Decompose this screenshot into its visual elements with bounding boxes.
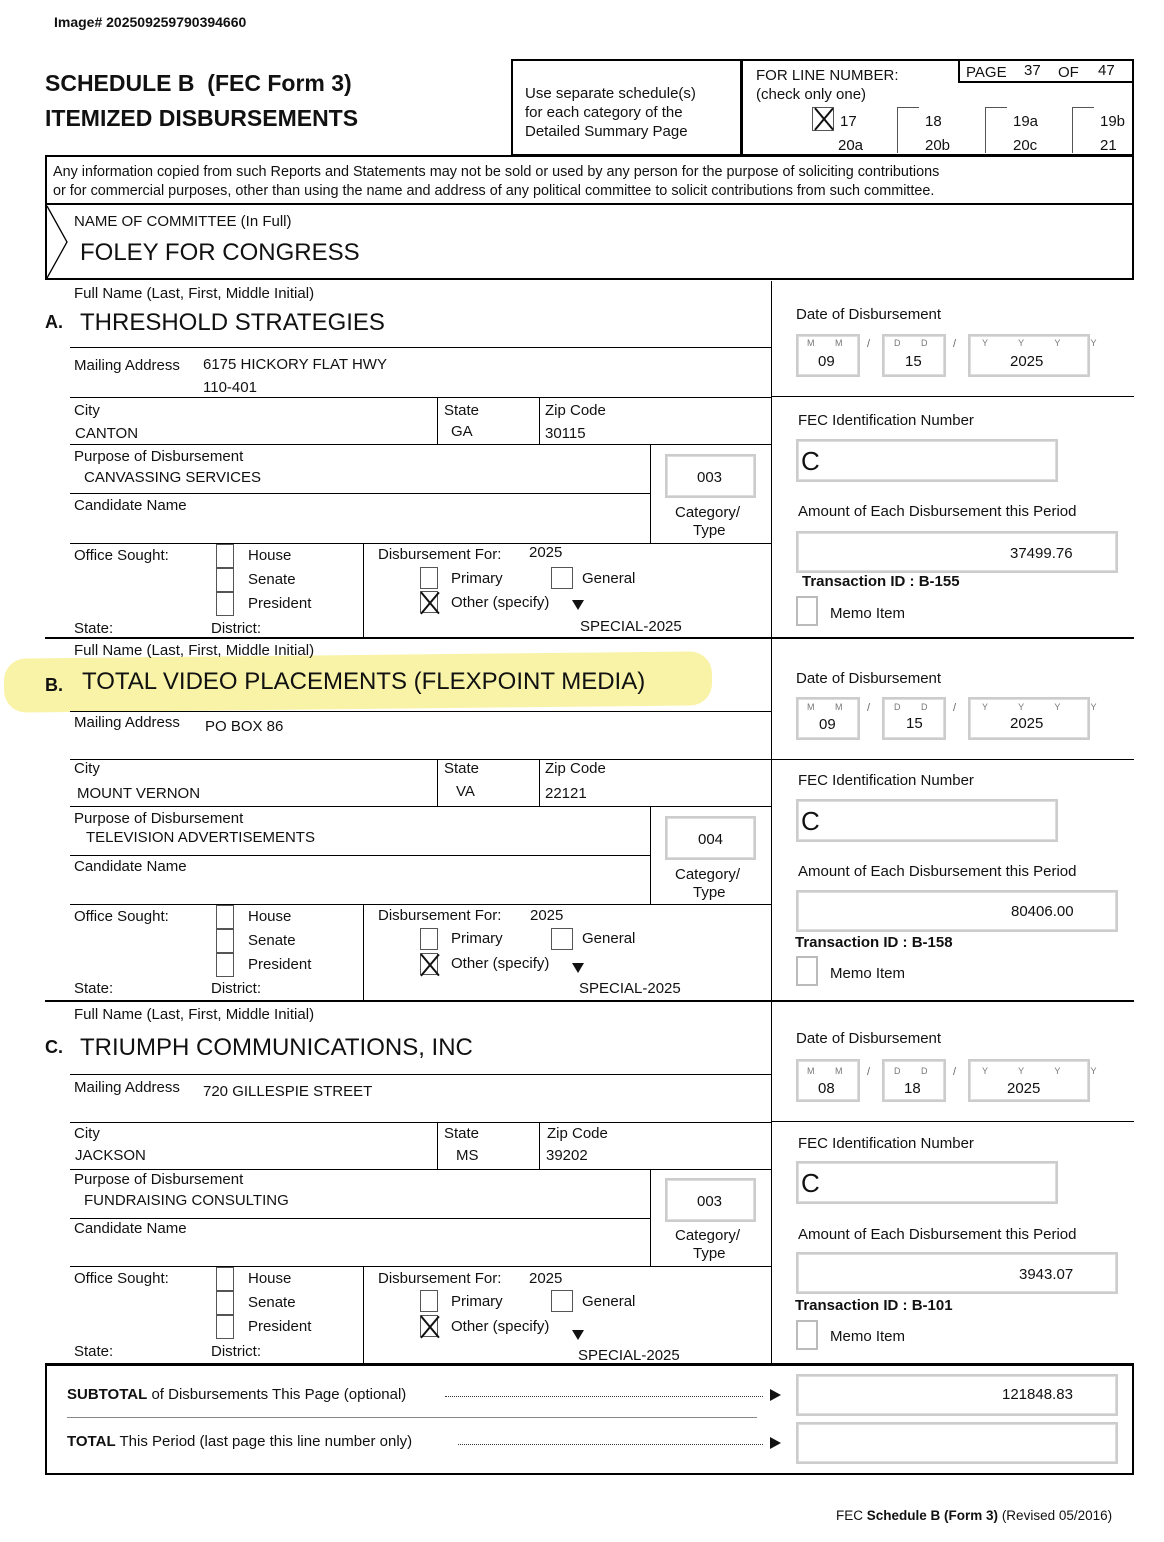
entry-a-other-specify: SPECIAL-2025	[580, 618, 682, 635]
entry-c-transaction: Transaction ID : B-101	[795, 1297, 953, 1314]
entry-c-address-line	[70, 1122, 771, 1123]
entry-c-office-label: Office Sought:	[74, 1270, 169, 1287]
committee-name: FOLEY FOR CONGRESS	[80, 239, 360, 266]
entry-c-other-arrow-icon	[572, 1330, 584, 1340]
entry-b-purpose-label: Purpose of Disbursement	[74, 810, 244, 827]
entry-b-house-label: House	[248, 908, 292, 925]
entry-b-other-label: Other (specify)	[451, 955, 550, 972]
entry-b-address-line	[70, 759, 771, 760]
entry-c-address-label: Mailing Address	[74, 1079, 180, 1096]
entry-b-date-yyyy: 2025	[1010, 715, 1044, 732]
entry-b-other-checkbox[interactable]	[420, 953, 438, 975]
entry-c-candidate-line	[70, 1266, 771, 1267]
entry-b-general-checkbox[interactable]	[551, 928, 573, 950]
entry-c-senate-label: Senate	[248, 1294, 296, 1311]
entry-a-date-line	[771, 396, 1134, 397]
entry-a-memo-label: Memo Item	[830, 605, 906, 622]
entry-c-category-divider	[650, 1169, 651, 1267]
entry-c-district-label: District:	[211, 1343, 261, 1360]
line-21-label: 21	[1100, 137, 1117, 154]
entry-a-office-label: Office Sought:	[74, 547, 169, 564]
entry-c-fec-label: FEC Identification Number	[798, 1135, 974, 1152]
entry-b-date-slash-2: /	[953, 702, 957, 714]
entry-c-house-checkbox[interactable]	[216, 1267, 234, 1291]
check-only-one: (check only one)	[756, 86, 867, 103]
entry-c-mm-hint: M M	[807, 1066, 852, 1076]
entry-b-amount: 80406.00	[1011, 903, 1074, 920]
entry-a-address-line2: 110-401	[203, 379, 257, 396]
entry-a-date-slash-2: /	[953, 338, 957, 350]
entry-b-other-specify: SPECIAL-2025	[579, 980, 681, 997]
entry-b-fec-label: FEC Identification Number	[798, 772, 974, 789]
entry-b-office-label: Office Sought:	[74, 908, 169, 925]
entry-a-memo-checkbox[interactable]	[796, 596, 818, 626]
entry-a-other-checkbox[interactable]	[420, 591, 438, 613]
total-box	[796, 1422, 1118, 1464]
entry-c-date-mm: 08	[818, 1080, 835, 1097]
entry-a-dd-hint: D D	[894, 338, 937, 348]
entry-a-primary-label: Primary	[451, 570, 503, 587]
entry-a-district-label: District:	[211, 620, 261, 637]
entry-b-dd-hint: D D	[894, 702, 937, 712]
entry-b-state-sought-label: State:	[74, 980, 114, 997]
entry-c-date-line	[771, 1121, 1134, 1122]
entry-b-house-checkbox[interactable]	[216, 905, 234, 929]
entry-b-date-line	[771, 759, 1134, 760]
entry-b-city-label: City	[74, 760, 100, 777]
line-19a-checkbox[interactable]	[985, 107, 1007, 153]
entry-b-memo-label: Memo Item	[830, 965, 906, 982]
entry-c-date-yyyy: 2025	[1007, 1080, 1041, 1097]
line-20b-label: 20b	[925, 137, 951, 154]
entry-c-senate-checkbox[interactable]	[216, 1291, 234, 1315]
entry-c-candidate-label: Candidate Name	[74, 1220, 187, 1237]
entry-a-office-divider	[363, 543, 364, 637]
form-footer: FEC Schedule B (Form 3) (Revised 05/2016)	[836, 1508, 1113, 1523]
entry-a-city: CANTON	[75, 425, 139, 442]
entry-a-mm-hint: M M	[807, 338, 852, 348]
entry-a-purpose-line	[70, 493, 650, 494]
entry-c-dd-hint: D D	[894, 1066, 937, 1076]
entry-c-city-divider	[437, 1122, 438, 1169]
entry-b-state-label: State	[444, 760, 480, 777]
entry-a-fec-box	[796, 439, 1058, 482]
entry-a-category-label: Category/	[675, 504, 741, 521]
entry-a-purpose: CANVASSING SERVICES	[84, 469, 261, 486]
notice-divider	[45, 203, 1134, 205]
entry-a-general-checkbox[interactable]	[551, 567, 573, 589]
entry-b-mm-hint: M M	[807, 702, 852, 712]
entry-a-city-label: City	[74, 402, 100, 419]
entry-c-year: 2025	[529, 1270, 563, 1287]
right-column-divider	[771, 281, 772, 1364]
entry-a-candidate-label: Candidate Name	[74, 497, 187, 514]
line-17-checkbox[interactable]	[812, 107, 834, 131]
line-number-label: FOR LINE NUMBER:	[756, 67, 899, 84]
entry-a-house-checkbox[interactable]	[216, 544, 234, 568]
section-divider-bc	[45, 1000, 1134, 1002]
page-total: 47	[1098, 62, 1115, 79]
line-19b-label: 19b	[1100, 113, 1126, 130]
entry-c-purpose: FUNDRAISING CONSULTING	[84, 1192, 289, 1209]
entry-b-primary-checkbox[interactable]	[420, 928, 438, 950]
entry-a-candidate-line	[70, 543, 771, 544]
entry-c-yyyy-hint: Y Y Y Y	[982, 1066, 1111, 1076]
entry-b-memo-checkbox[interactable]	[796, 956, 818, 986]
instructions-text: Use separate schedule(s) for each category of the Detailed Summary Page	[525, 85, 696, 140]
entry-c-disb-for-label: Disbursement For:	[378, 1270, 502, 1287]
schedule-subtitle: ITEMIZED DISBURSEMENTS	[45, 105, 359, 131]
page-current: 37	[1024, 62, 1041, 79]
entry-b-state: VA	[456, 783, 475, 800]
entry-a-fec-label: FEC Identification Number	[798, 412, 974, 429]
total-label: TOTAL This Period (last page this line number only)	[67, 1433, 413, 1450]
line-19b-checkbox[interactable]	[1072, 107, 1094, 153]
entry-b-general-label: General	[582, 930, 636, 947]
entry-a-house-label: House	[248, 547, 292, 564]
entry-b-president-checkbox[interactable]	[216, 953, 234, 977]
total-leader	[458, 1444, 763, 1445]
entry-c-type-label: Type	[693, 1245, 726, 1262]
entry-a-president-label: President	[248, 595, 312, 612]
entry-b-address-label: Mailing Address	[74, 714, 180, 731]
entry-a-zip: 30115	[545, 425, 586, 442]
entry-b-amount-label: Amount of Each Disbursement this Period	[798, 863, 1077, 880]
entry-b-category-divider	[650, 806, 651, 904]
entry-c-fec-prefix: C	[801, 1168, 820, 1198]
entry-b-disb-for-label: Disbursement For:	[378, 907, 502, 924]
entry-c-city-line	[70, 1169, 771, 1170]
line-18-label: 18	[925, 113, 942, 130]
entry-a-date-slash-1: /	[867, 338, 871, 350]
entry-b-date-mm: 09	[819, 716, 836, 733]
entry-c-other-label: Other (specify)	[451, 1318, 550, 1335]
entry-c-name-label: Full Name (Last, First, Middle Initial)	[74, 1006, 315, 1023]
entry-a-city-line	[70, 444, 771, 445]
entry-b-yyyy-hint: Y Y Y Y	[982, 702, 1111, 712]
entry-a-letter: A.	[45, 312, 63, 332]
entry-c-date-dd: 18	[904, 1080, 921, 1097]
entry-a-type-label: Type	[693, 522, 726, 539]
entry-c-memo-label: Memo Item	[830, 1328, 906, 1345]
committee-label: NAME OF COMMITTEE (In Full)	[74, 213, 292, 230]
entry-a-name-label: Full Name (Last, First, Middle Initial)	[74, 285, 315, 302]
entry-a-name-line	[70, 347, 771, 348]
notice-line-2: or for commercial purposes, other than using the name and address of any political committee to solicit contributions from such committee.	[53, 183, 935, 199]
entry-c-memo-checkbox[interactable]	[796, 1320, 818, 1350]
entry-c-house-label: House	[248, 1270, 292, 1287]
entry-a-amount: 37499.76	[1010, 545, 1073, 562]
entry-c-zip: 39202	[546, 1147, 588, 1164]
entry-b-date-label: Date of Disbursement	[796, 670, 942, 687]
schedule-title: SCHEDULE B (FEC Form 3)	[45, 70, 352, 96]
entry-c-letter: C.	[45, 1037, 63, 1057]
entry-b-name-line	[70, 711, 771, 712]
entry-c-office-divider	[363, 1266, 364, 1363]
entry-c-zip-label: Zip Code	[547, 1125, 608, 1142]
entry-c-primary-label: Primary	[451, 1293, 503, 1310]
entry-b-senate-label: Senate	[248, 932, 296, 949]
entry-a-state: GA	[451, 423, 473, 440]
subtotal-amount: 121848.83	[1002, 1386, 1073, 1403]
entry-a-date-mm: 09	[818, 353, 835, 370]
entry-a-category: 003	[697, 469, 723, 486]
of-label: OF	[1058, 64, 1079, 81]
entry-b-city-line	[70, 806, 771, 807]
entry-b-candidate-line	[70, 904, 771, 905]
entry-a-category-divider	[650, 444, 651, 544]
entry-b-date-dd: 15	[906, 715, 923, 732]
entry-a-state-divider	[539, 397, 540, 444]
entry-c-state: MS	[456, 1147, 479, 1164]
entry-b-name-label: Full Name (Last, First, Middle Initial)	[74, 642, 315, 659]
entry-c-general-label: General	[582, 1293, 636, 1310]
entry-b-category: 004	[698, 831, 724, 848]
entry-c-president-label: President	[248, 1318, 312, 1335]
entry-b-letter: B.	[45, 675, 63, 695]
total-arrow-icon	[770, 1437, 781, 1449]
entry-c-category-label: Category/	[675, 1227, 741, 1244]
entry-b-office-divider	[363, 904, 364, 1000]
entry-a-transaction: Transaction ID : B-155	[802, 573, 960, 590]
entry-b-city-divider	[437, 759, 438, 806]
entry-b-type-label: Type	[693, 884, 726, 901]
entry-c-amount: 3943.07	[1019, 1266, 1074, 1283]
entry-a-yyyy-hint: Y Y Y Y	[982, 338, 1111, 348]
entry-c-date-label: Date of Disbursement	[796, 1030, 942, 1047]
subtotal-arrow-icon	[770, 1389, 781, 1401]
entry-c-date-slash-2: /	[953, 1066, 957, 1078]
entry-c-state-divider	[539, 1122, 540, 1169]
entry-c-amount-label: Amount of Each Disbursement this Period	[798, 1226, 1077, 1243]
entry-a-payee-name: THRESHOLD STRATEGIES	[80, 309, 385, 336]
entry-a-date-dd: 15	[905, 353, 922, 370]
entry-b-zip-label: Zip Code	[545, 760, 606, 777]
notice-line-1: Any information copied from such Reports and Statements may not be sold or used by any person for the purpose of soliciting contributions	[53, 164, 940, 180]
entry-b-primary-label: Primary	[451, 930, 503, 947]
entry-a-purpose-label: Purpose of Disbursement	[74, 448, 244, 465]
entry-a-address-line	[70, 397, 771, 398]
entry-b-senate-checkbox[interactable]	[216, 929, 234, 953]
committee-arrow-icon	[45, 204, 71, 280]
entry-c-category: 003	[697, 1193, 723, 1210]
entry-a-disb-for-label: Disbursement For:	[378, 546, 502, 563]
entry-c-address-line1: 720 GILLESPIE STREET	[203, 1083, 373, 1100]
entry-c-date-slash-1: /	[867, 1066, 871, 1078]
entry-a-primary-checkbox[interactable]	[420, 567, 438, 589]
entry-a-president-checkbox[interactable]	[216, 592, 234, 616]
line-20a-label: 20a	[838, 137, 864, 154]
entry-c-purpose-label: Purpose of Disbursement	[74, 1171, 244, 1188]
entry-a-city-divider	[437, 397, 438, 444]
entry-c-purpose-line	[70, 1218, 650, 1219]
entry-b-purpose-line	[70, 855, 650, 856]
entry-a-other-label: Other (specify)	[451, 594, 550, 611]
entry-b-year: 2025	[530, 907, 564, 924]
entry-c-state-label: State	[444, 1125, 480, 1142]
subtotal-label: SUBTOTAL of Disbursements This Page (optional)	[67, 1386, 407, 1403]
entry-a-address-label: Mailing Address	[74, 357, 180, 374]
entry-a-fec-prefix: C	[801, 446, 820, 476]
entry-b-payee-name: TOTAL VIDEO PLACEMENTS (FLEXPOINT MEDIA)	[82, 668, 646, 695]
entry-b-fec-box	[796, 799, 1058, 842]
entry-a-date-yyyy: 2025	[1010, 353, 1044, 370]
entry-c-general-checkbox[interactable]	[551, 1290, 573, 1312]
entry-c-other-specify: SPECIAL-2025	[578, 1347, 680, 1364]
subtotal-leader	[445, 1396, 763, 1397]
entry-b-address-line1: PO BOX 86	[205, 718, 284, 735]
line-17-label: 17	[840, 113, 857, 130]
entry-c-city: JACKSON	[75, 1147, 146, 1164]
entry-c-city-label: City	[74, 1125, 100, 1142]
entry-b-purpose: TELEVISION ADVERTISEMENTS	[86, 829, 315, 846]
entry-b-candidate-label: Candidate Name	[74, 858, 187, 875]
entry-a-date-label: Date of Disbursement	[796, 306, 942, 323]
entry-a-address-line1: 6175 HICKORY FLAT HWY	[203, 356, 387, 373]
entry-b-state-divider	[539, 759, 540, 806]
entry-b-city: MOUNT VERNON	[77, 785, 201, 802]
entry-a-zip-label: Zip Code	[545, 402, 606, 419]
entry-b-other-arrow-icon	[572, 963, 584, 973]
entry-c-state-sought-label: State:	[74, 1343, 114, 1360]
entry-b-president-label: President	[248, 956, 312, 973]
image-number: Image# 202509259790394660	[54, 14, 247, 30]
entry-c-payee-name: TRIUMPH COMMUNICATIONS, INC	[80, 1034, 473, 1061]
entry-b-fec-prefix: C	[801, 806, 820, 836]
line-19a-label: 19a	[1013, 113, 1039, 130]
totals-divider	[67, 1417, 757, 1418]
entry-a-general-label: General	[582, 570, 636, 587]
entry-a-senate-checkbox[interactable]	[216, 568, 234, 592]
line-20c-label: 20c	[1013, 137, 1038, 154]
entry-c-name-line	[70, 1074, 771, 1075]
entry-b-category-label: Category/	[675, 866, 741, 883]
entry-b-transaction: Transaction ID : B-158	[795, 934, 953, 951]
entry-a-state-sought-label: State:	[74, 620, 114, 637]
entry-c-other-checkbox[interactable]	[420, 1315, 438, 1337]
entry-a-year: 2025	[529, 544, 563, 561]
page-label: PAGE	[966, 64, 1007, 81]
entry-a-amount-label: Amount of Each Disbursement this Period	[798, 503, 1077, 520]
entry-c-fec-box	[796, 1161, 1058, 1204]
entry-b-zip: 22121	[545, 785, 587, 802]
line-18-checkbox[interactable]	[897, 107, 919, 153]
section-divider-ab	[45, 637, 1134, 639]
entry-a-state-label: State	[444, 402, 480, 419]
entry-a-other-arrow-icon	[572, 600, 584, 610]
entry-c-primary-checkbox[interactable]	[420, 1290, 438, 1312]
entry-b-date-slash-1: /	[867, 702, 871, 714]
entry-c-president-checkbox[interactable]	[216, 1315, 234, 1339]
entry-b-district-label: District:	[211, 980, 261, 997]
entry-a-senate-label: Senate	[248, 571, 296, 588]
